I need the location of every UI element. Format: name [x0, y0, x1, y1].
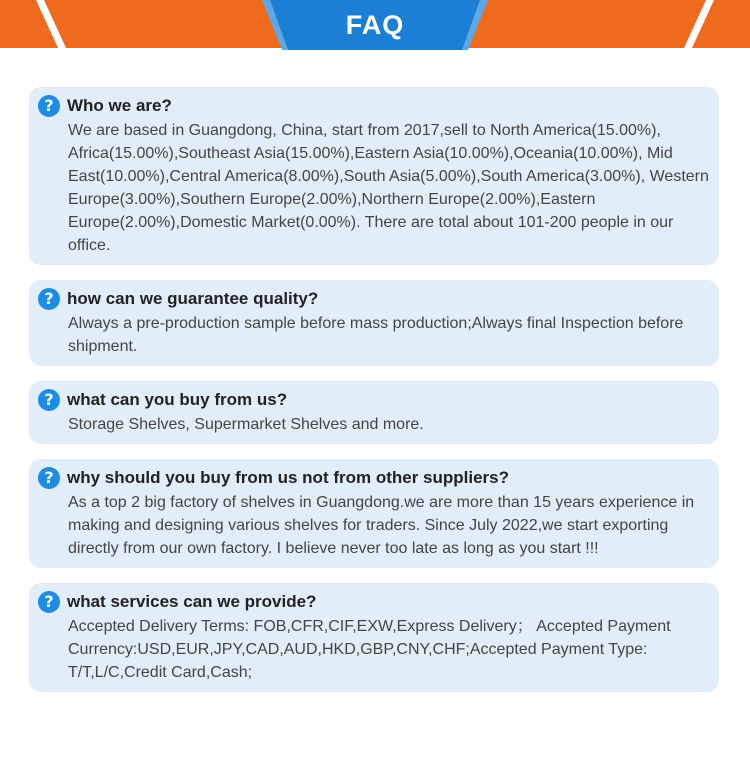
- faq-answer: Always a pre-production sample before mass production;Always final Inspection before shipment.: [68, 315, 684, 355]
- faq-question: what can you buy from us?: [67, 390, 288, 409]
- question-circle-icon: ?: [38, 389, 60, 411]
- question-circle-icon: ?: [38, 95, 60, 117]
- faq-question-row: [38, 389, 711, 411]
- faq-question-row: [38, 288, 711, 310]
- faq-list: [29, 87, 719, 707]
- faq-question: how can we guarantee quality?: [67, 289, 319, 308]
- faq-question: why should you buy from us not from other suppliers?: [67, 468, 510, 487]
- faq-question: what services can we provide?: [67, 592, 317, 611]
- faq-answer: Storage Shelves, Supermarket Shelves and more.: [68, 416, 424, 433]
- faq-question: Who we are?: [67, 96, 172, 115]
- faq-item: [29, 280, 719, 366]
- question-circle-icon: ?: [38, 591, 60, 613]
- faq-item: [29, 381, 719, 444]
- faq-question-row: [38, 591, 711, 613]
- page-title: FAQ: [345, 10, 405, 40]
- question-circle-icon: ?: [38, 288, 60, 310]
- faq-answer: We are based in Guangdong, China, start from 2017,sell to North America(15.00%), Africa(15.00%),Southeast Asia(15.00%),Eastern Asia(10.00%),Oceania(10.00%), Mid East(10.00%),Central America(8.00%),South Asia(5.00%),South America(3.00%), Western Europe(3.00%),Southern Europe(2.00%),Northern Europe(2.00%),Eastern Europe(2.00%),Domestic Market(0.00%). There are total about 101-200 people in our office.: [68, 122, 709, 254]
- faq-item: [29, 459, 719, 568]
- faq-item: [29, 87, 719, 265]
- faq-item: [29, 583, 719, 692]
- faq-question-row: [38, 467, 711, 489]
- faq-answer: As a top 2 big factory of shelves in Guangdong.we are more than 15 years experience in making and designing various shelves for traders. Since July 2022,we start exporting directly from our own factory. I believe never too late as long as you start !!!: [68, 494, 695, 557]
- faq-question-row: [38, 95, 711, 117]
- faq-answer: Accepted Delivery Terms: FOB,CFR,CIF,EXW,Express Delivery； Accepted Payment Currency:USD,EUR,JPY,CAD,AUD,HKD,GBP,CNY,CHF;Accepted Payment Type: T/T,L/C,Credit Card,Cash;: [68, 618, 671, 681]
- question-circle-icon: ?: [38, 467, 60, 489]
